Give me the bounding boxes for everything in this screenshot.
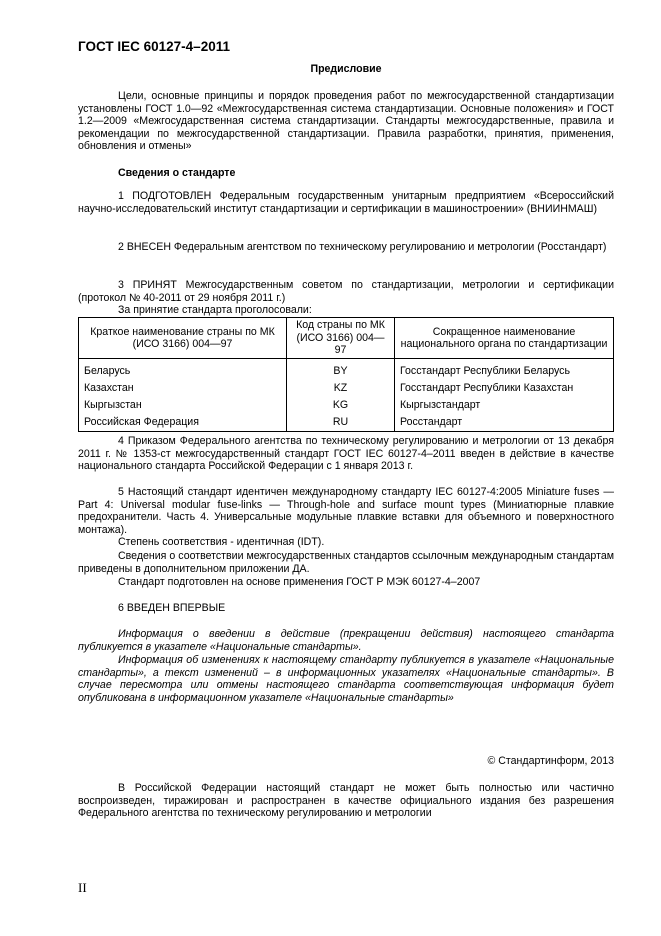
page-number: II bbox=[78, 880, 87, 895]
legal-notice-paragraph: В Российской Федерации настоящий стандарт не может быть полностью или частично воспроизведен, тиражирован и распространен в качестве официального издания без разрешения Федерального агентства по техническому регулированию и метрологии bbox=[78, 782, 614, 820]
country-cell: Российская Федерация bbox=[79, 414, 287, 432]
body-cell: Росстандарт bbox=[395, 414, 614, 432]
references-paragraph: Сведения о соответствии межгосударственных стандартов ссылочным международным стандартам приведены в дополнительном приложении ДА. bbox=[78, 550, 614, 575]
document-header: ГОСТ IEC 60127-4–2011 bbox=[78, 39, 230, 54]
table-row bbox=[79, 414, 614, 432]
section-title-standard-info: Сведения о стандарте bbox=[118, 167, 236, 179]
code-cell: BY bbox=[287, 359, 395, 381]
voting-countries-table bbox=[78, 317, 614, 432]
table-header-country: Краткое наименование страны по МК (ИСО 3166) 004—97 bbox=[79, 318, 287, 359]
item-6-line: 6 ВВЕДЕН ВПЕРВЫЕ bbox=[118, 602, 226, 614]
copyright-notice: © Стандартинформ, 2013 bbox=[487, 755, 614, 767]
body-cell: Госстандарт Республики Беларусь bbox=[395, 359, 614, 381]
item-5-paragraph: 5 Настоящий стандарт идентичен международному стандарту IEC 60127-4:2005 Miniature fuses — Part 4: Universal modular fuse-links — Through-hole and surface mount types (Миниатюрные плавкие предохранители. Часть 4. Универсальные модульные плавкие вставки для объемного и поверхностного монтажа). bbox=[78, 486, 614, 536]
item-1-paragraph: 1 ПОДГОТОВЛЕН Федеральным государственным унитарным предприятием «Всероссийский научно-исследовательский институт стандартизации и сертификации в машиностроении» (ВНИИНМАШ) bbox=[78, 190, 614, 215]
code-cell: KG bbox=[287, 397, 395, 414]
body-cell: Госстандарт Республики Казахстан bbox=[395, 380, 614, 397]
item-4-paragraph: 4 Приказом Федерального агентства по техническому регулированию и метрологии от 13 декабря 2011 г. № 1353-ст межгосударственный стандарт ГОСТ IEC 60127-4–2011 введен в действие в качестве национального стандарта Российской Федерации с 1 января 2013 г. bbox=[78, 435, 614, 473]
country-cell: Беларусь bbox=[79, 359, 287, 381]
item-3-paragraph: 3 ПРИНЯТ Межгосударственным советом по стандартизации, метрологии и сертификации (протокол № 40-2011 от 29 ноября 2011 г.) bbox=[78, 279, 614, 304]
table-header-row bbox=[79, 318, 614, 359]
table-row bbox=[79, 397, 614, 414]
info-changes-paragraph: Информация об изменениях к настоящему стандарту публикуется в указателе «Национальные стандарты», а текст изменений – в информационных указателях «Национальные стандарты». В случае пересмотра или отмены настоящего стандарта соответствующая информация будет опубликована в информационном указателе «Национальные стандарты» bbox=[78, 654, 614, 704]
code-cell: RU bbox=[287, 414, 395, 432]
table-header-code: Код страны по МК (ИСО 3166) 004—97 bbox=[287, 318, 395, 359]
table-header-body: Сокращенное наименование национального органа по стандартизации bbox=[395, 318, 614, 359]
code-cell: KZ bbox=[287, 380, 395, 397]
info-effective-paragraph: Информация о введении в действие (прекращении действия) настоящего стандарта публикуется в указателе «Национальные стандарты». bbox=[78, 628, 614, 653]
country-cell: Казахстан bbox=[79, 380, 287, 397]
body-cell: Кыргызстандарт bbox=[395, 397, 614, 414]
table-row bbox=[79, 359, 614, 381]
vote-label: За принятие стандарта проголосовали: bbox=[118, 304, 312, 316]
item-2-paragraph: 2 ВНЕСЕН Федеральным агентством по техническому регулированию и метрологии (Росстандарт) bbox=[118, 241, 607, 253]
country-cell: Кыргызстан bbox=[79, 397, 287, 414]
conformity-line: Степень соответствия - идентичная (IDT). bbox=[118, 536, 325, 548]
intro-paragraph: Цели, основные принципы и порядок проведения работ по межгосударственной стандартизации установлены ГОСТ 1.0—92 «Межгосударственная система стандартизации. Основные положения» и ГОСТ 1.2—2009 «Межгосударственная система стандартизации. Стандарты межгосударственные, правила и рекомендации по межгосударственной стандартизации. Правила разработки, принятия, применения, обновления и отмены» bbox=[78, 90, 614, 153]
section-heading-foreword: Предисловие bbox=[310, 63, 382, 75]
table-row bbox=[79, 380, 614, 397]
basis-line: Стандарт подготовлен на основе применения ГОСТ Р МЭК 60127-4–2007 bbox=[118, 576, 481, 588]
